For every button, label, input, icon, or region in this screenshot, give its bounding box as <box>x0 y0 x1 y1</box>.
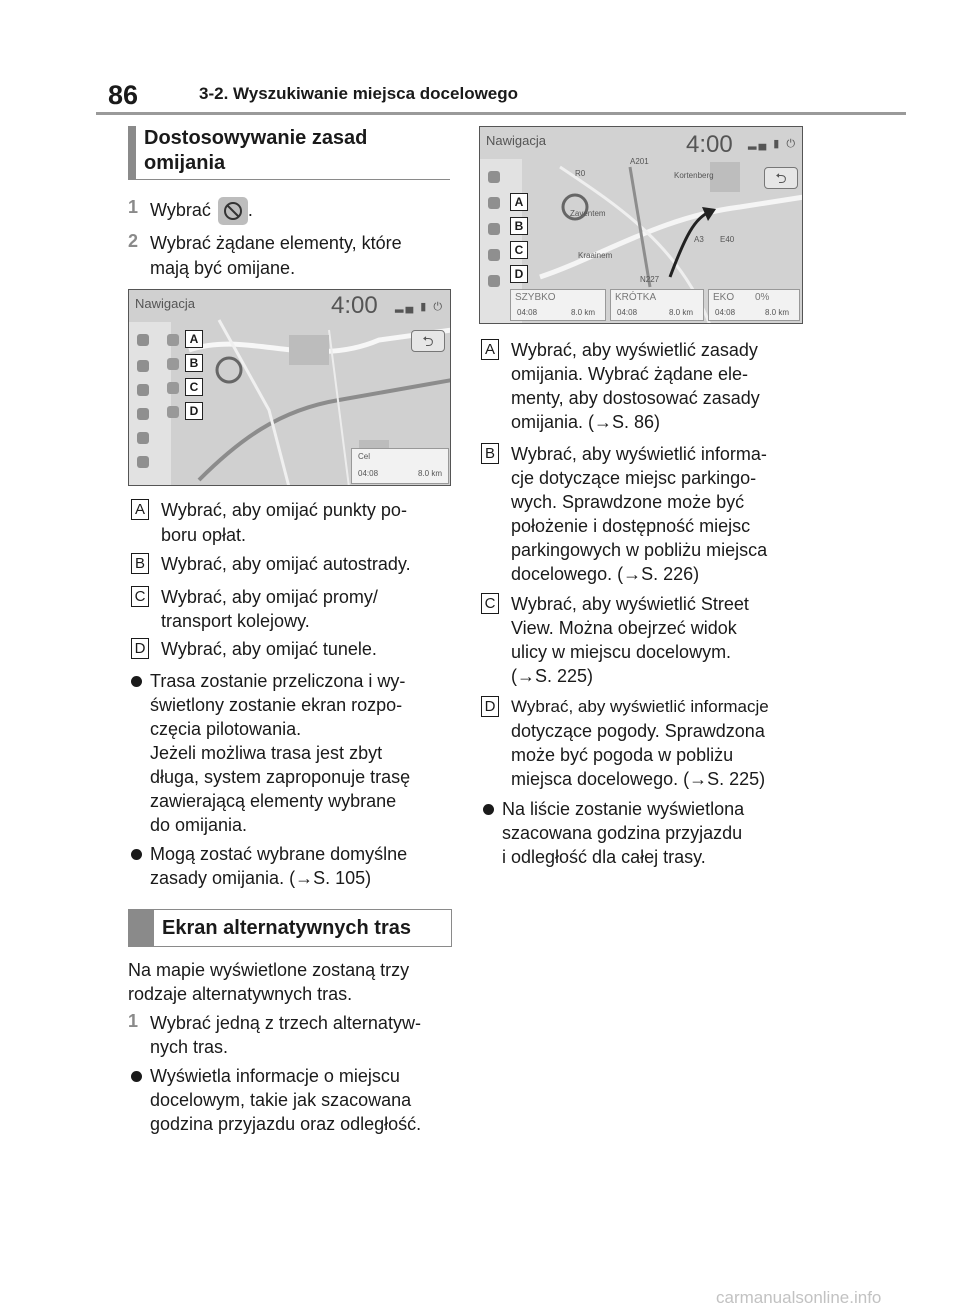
label-a: A <box>481 339 499 360</box>
screen-title: Nawigacja <box>486 133 546 148</box>
screen-label-a: A <box>185 330 203 348</box>
step-number: 1 <box>128 197 139 217</box>
r-item-a-line-2: omijania. Wybrać żądane ele- <box>511 364 748 384</box>
step-1-text: Wybrać . <box>150 197 253 225</box>
route-option-eco[interactable] <box>708 289 800 321</box>
bullet-1-line-4: Jeżeli możliwa trasa jest zbyt <box>150 743 383 763</box>
step-3-line-2: nych tras. <box>150 1037 229 1057</box>
highway-icon[interactable] <box>167 358 179 370</box>
status-icons: ▂▄ ▮ ⏻ <box>748 138 798 150</box>
map-label: Kraainem <box>578 251 613 260</box>
r-item-b-line-2: cje dotyczące miejsc parkingo- <box>511 468 757 488</box>
label-b: B <box>131 553 149 574</box>
avoid-icon <box>218 197 248 225</box>
map-label: N227 <box>640 275 660 284</box>
r-bullet-line-3: i odległość dla całej trasy. <box>502 847 706 867</box>
label-d: D <box>481 696 499 717</box>
ferry-icon[interactable] <box>167 382 179 394</box>
watermark: carmanualsonline.info <box>716 1288 882 1307</box>
item-a-line-1: Wybrać, aby omijać punkty po- <box>161 500 407 520</box>
screen-label-a: A <box>510 193 528 211</box>
step-1-label: Wybrać <box>150 199 211 220</box>
screen-clock: 4:00 <box>686 131 733 158</box>
map-label: Kortenberg <box>674 171 714 180</box>
bullet-3-line-3: godzina przyjazdu oraz odległość. <box>150 1114 422 1134</box>
map-label: Zaventem <box>570 209 606 218</box>
page-number: 86 <box>108 80 139 110</box>
fullscreen-icon[interactable] <box>137 334 149 346</box>
route-name: EKO <box>713 292 735 303</box>
label-a: A <box>131 499 149 520</box>
screen-label-c: C <box>510 241 528 259</box>
r-item-c-line-2: View. Można obejrzeć widok <box>511 618 737 638</box>
r-item-a-line-3: menty, aby dostosować zasady <box>511 388 760 408</box>
back-button[interactable]: ⮌ <box>411 330 445 352</box>
streetview-icon[interactable] <box>488 249 500 261</box>
bullet-1-line-5: długa, system zaproponuje trasę <box>150 767 411 787</box>
r-item-d-line-3: może być pogoda w pobliżu <box>511 745 734 765</box>
route-icon[interactable] <box>137 360 149 372</box>
destination-label: Cel <box>358 452 371 461</box>
parking-icon[interactable] <box>137 408 149 420</box>
route-time: 04:08 <box>617 308 638 317</box>
route-option-short[interactable] <box>610 289 704 321</box>
step-3-line-1: Wybrać jedną z trzech alternatyw- <box>150 1013 421 1033</box>
r-item-d-line-4: miejsca docelowego. (→S. 225) <box>511 769 766 789</box>
r-item-b-line-1: Wybrać, aby wyświetlić informa- <box>511 444 767 464</box>
bullet-1-line-3: częcia pilotowania. <box>150 719 302 739</box>
fullscreen-icon[interactable] <box>488 171 500 183</box>
destination-time: 04:08 <box>358 469 379 478</box>
weather-icon[interactable] <box>488 275 500 287</box>
weather-icon[interactable] <box>137 456 149 468</box>
screen-label-d: D <box>510 265 528 283</box>
map-label: E40 <box>720 235 735 244</box>
label-c: C <box>131 586 149 607</box>
r-item-c-line-4: (→S. 225) <box>511 666 594 686</box>
route-distance: 8.0 km <box>669 308 694 317</box>
r-bullet-line-1: Na liście zostanie wyświetlona <box>502 799 745 819</box>
header-rule <box>96 112 906 115</box>
r-item-d-line-2: dotyczące pogody. Sprawdzona <box>511 721 765 741</box>
heading-bar-accent <box>129 910 154 946</box>
bullet-1-line-6: zawierającą elementy wybrane <box>150 791 397 811</box>
item-d-line-1: Wybrać, aby omijać tunele. <box>161 639 377 659</box>
parking-icon[interactable] <box>488 223 500 235</box>
avoid-icon[interactable] <box>488 197 500 209</box>
route-name: KRÓTKA <box>615 292 657 303</box>
r-item-a-line-1: Wybrać, aby wyświetlić zasady <box>511 340 758 360</box>
route-distance: 8.0 km <box>765 308 790 317</box>
map-label: A3 <box>694 235 704 244</box>
r-item-b-line-3: wych. Sprawdzone może być <box>511 492 745 512</box>
bullet-1-line-1: Trasa zostanie przeliczona i wy- <box>150 671 406 691</box>
route-option-fast[interactable] <box>510 289 606 321</box>
step-number: 1 <box>128 1011 139 1031</box>
bullet-2-line-1: Mogą zostać wybrane domyślne <box>150 844 408 864</box>
step-number: 2 <box>128 231 139 251</box>
item-c-line-1: Wybrać, aby omijać promy/ <box>161 587 378 607</box>
bullet-1-line-7: do omijania. <box>150 815 248 835</box>
para-line-1: Na mapie wyświetlone zostaną trzy <box>128 960 410 980</box>
toll-icon[interactable] <box>167 334 179 346</box>
streetview-icon[interactable] <box>137 432 149 444</box>
label-c: C <box>481 593 499 614</box>
destination-distance: 8.0 km <box>418 469 443 478</box>
section-title: 3-2. Wyszukiwanie miejsca docelowego <box>199 84 519 103</box>
screen-label-c: C <box>185 378 203 396</box>
r-bullet-line-2: szacowana godzina przyjazdu <box>502 823 743 843</box>
label-d: D <box>131 638 149 659</box>
screen-sidebar <box>129 322 171 485</box>
bullet-1-line-2: świetlony zostanie ekran rozpo- <box>150 695 403 715</box>
heading-alt-routes <box>128 909 452 947</box>
screen-title: Nawigacja <box>135 296 195 311</box>
r-item-b-line-6: docelowego. (→S. 226) <box>511 564 700 584</box>
bullet-2-line-2: zasady omijania. (→S. 105) <box>150 868 372 888</box>
item-a-line-2: boru opłat. <box>161 525 247 545</box>
bullet-dot <box>131 849 142 860</box>
route-time: 04:08 <box>517 308 538 317</box>
destination-panel[interactable] <box>351 448 449 484</box>
screen-clock: 4:00 <box>331 292 378 319</box>
r-item-a-line-4: omijania. (→S. 86) <box>511 412 661 432</box>
bullet-dot <box>131 1071 142 1082</box>
item-b-line-1: Wybrać, aby omijać autostrady. <box>161 554 411 574</box>
bullet-dot <box>131 676 142 687</box>
route-extra: 0% <box>755 292 770 303</box>
status-icons: ▂▄ ▮ ⏻ <box>395 301 445 313</box>
bullet-3-line-2: docelowym, takie jak szacowana <box>150 1090 412 1110</box>
heading-avoid-settings <box>128 126 450 180</box>
bullet-3-line-1: Wyświetla informacje o miejscu <box>150 1066 400 1086</box>
step-2-line-1: Wybrać żądane elementy, które <box>150 233 402 253</box>
bullet-dot <box>483 804 494 815</box>
r-item-c-line-1: Wybrać, aby wyświetlić Street <box>511 594 749 614</box>
route-time: 04:08 <box>715 308 736 317</box>
para-line-2: rodzaje alternatywnych tras. <box>128 984 353 1004</box>
screen-label-d: D <box>185 402 203 420</box>
map-label: A201 <box>630 157 649 166</box>
screen-label-b: B <box>510 217 528 235</box>
alternative-routes-screenshot <box>479 126 803 324</box>
heading-alt-routes-text: Ekran alternatywnych tras <box>162 917 411 939</box>
r-item-b-line-4: położenie i dostępność miejsc <box>511 516 751 536</box>
avoid-icon[interactable] <box>137 384 149 396</box>
route-name: SZYBKO <box>515 292 556 303</box>
r-item-b-line-5: parkingowych w pobliżu miejsca <box>511 540 768 560</box>
tunnel-icon[interactable] <box>167 406 179 418</box>
step-2-line-2: mają być omijane. <box>150 258 296 278</box>
item-c-line-2: transport kolejowy. <box>161 611 310 631</box>
heading-avoid-settings-text: Dostosowywanie zasad omijania <box>144 127 368 174</box>
map-label: R0 <box>575 169 586 178</box>
r-item-d-line-1: Wybrać, aby wyświetlić informacje <box>511 697 769 716</box>
avoid-settings-screenshot <box>128 289 451 486</box>
screen-label-b: B <box>185 354 203 372</box>
back-button[interactable]: ⮌ <box>764 167 798 189</box>
label-b: B <box>481 443 499 464</box>
r-item-c-line-3: ulicy w miejscu docelowym. <box>511 642 732 662</box>
route-distance: 8.0 km <box>571 308 596 317</box>
